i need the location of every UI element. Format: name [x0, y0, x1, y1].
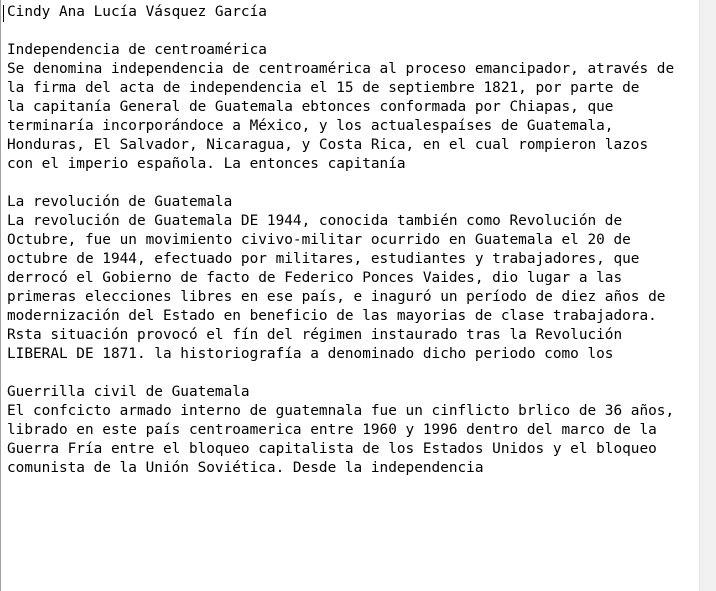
text-line: Se denomina independencia de centroamérica al proceso emancipador, através de: [7, 61, 675, 77]
text-line: octubre de 1944, efectuado por militares, estudiantes y trabajadores, que: [7, 251, 640, 267]
text-line: Rsta situación provocó el fín del régimen instaurado tras la Revolución: [7, 327, 623, 343]
text-line: [7, 174, 699, 193]
text-line: La revolución de Guatemala: [7, 194, 233, 210]
vertical-scrollbar[interactable]: [699, 0, 716, 591]
text-line: la capitanía General de Guatemala ebtonces conformada por Chiapas, que: [7, 99, 614, 115]
text-line: Guerra Fría entre el bloqueo capitalista de los Estados Unidos y el bloqueo: [7, 441, 657, 457]
text-line: Honduras, El Salvador, Nicaragua, y Costa Rica, en el cual rompieron lazos: [7, 137, 649, 153]
text-line: derrocó el Gobierno de facto de Federico Ponces Vaides, dio lugar a las: [7, 270, 623, 286]
text-line: la firma del acta de independencia el 15 de septiembre 1821, por parte de: [7, 80, 640, 96]
text-line: terminaría incorporándoce a México, y los actualespaíses de Guatemala,: [7, 118, 614, 134]
text-line: Cindy Ana Lucía Vásquez García: [7, 4, 267, 20]
text-line: con el imperio española. La entonces capitanía: [7, 156, 406, 172]
text-line: Guerrilla civil de Guatemala: [7, 384, 250, 400]
text-line: El confcicto armado interno de guatemnala fue un cinflicto brlico de 36 años,: [7, 403, 675, 419]
text-line: librado en este país centroamerica entre 1960 y 1996 dentro del marco de la: [7, 422, 657, 438]
text-line: Octubre, fue un movimiento civivo-militar ocurrido en Guatemala el 20 de: [7, 232, 631, 248]
text-line: [7, 22, 699, 41]
text-line: primeras elecciones libres en ese país, e inaguró un período de diez años de: [7, 289, 666, 305]
text-line: LIBERAL DE 1871. la historiografía a denominado dicho periodo como los: [7, 346, 614, 362]
text-caret: [3, 5, 4, 22]
text-line: modernización del Estado en beneficio de las mayorias de clase trabajadora.: [7, 308, 657, 324]
text-line: Independencia de centroamérica: [7, 42, 267, 58]
text-line: La revolución de Guatemala DE 1944, conocida también como Revolución de: [7, 213, 623, 229]
document-text[interactable]: [1, 0, 699, 478]
text-line: comunista de la Unión Soviética. Desde la independencia: [7, 460, 484, 476]
text-line: [7, 364, 699, 383]
